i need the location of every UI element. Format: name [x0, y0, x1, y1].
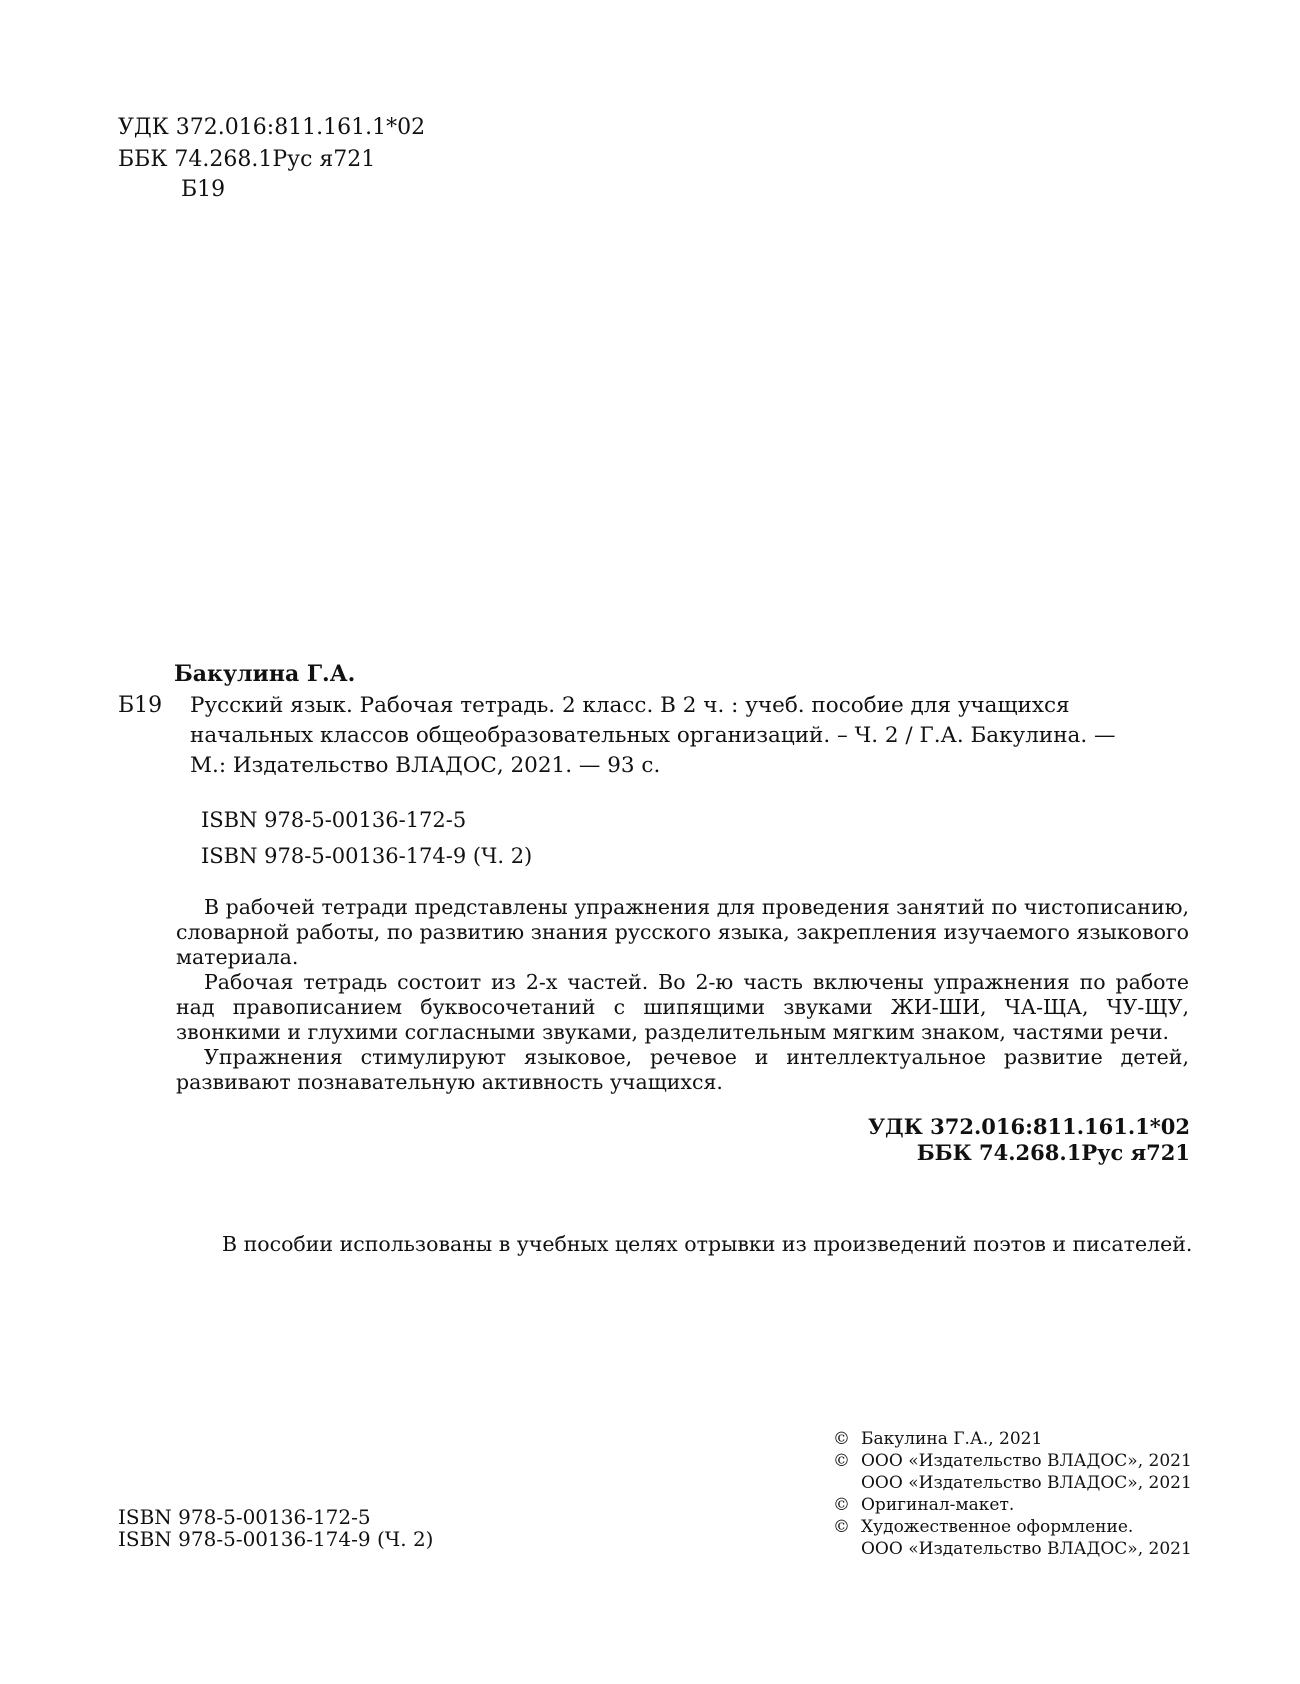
annotation — [176, 895, 1189, 1095]
copyright-row — [833, 1472, 1192, 1494]
card-isbn-2: ISBN 978-5-00136-174-9 (Ч. 2) — [201, 844, 533, 868]
annotation-paragraph-1: В рабочей тетради представлены упражнения для проведения занятий по чистописанию, словарной работы, по развитию знания русского языка, закрепления изучаемого языкового материала. — [176, 895, 1189, 969]
card-isbn-1: ISBN 978-5-00136-172-5 — [201, 808, 467, 832]
usage-note: В пособии использованы в учебных целях отрывки из произведений поэтов и писателей. — [222, 1232, 1193, 1256]
copyright-icon: © — [833, 1429, 850, 1449]
copyright-row — [833, 1428, 1192, 1450]
copyright-text: Бакулина Г.А., 2021 — [861, 1429, 1043, 1449]
copyright-row — [833, 1494, 1192, 1516]
card-line-3: М.: Издательство ВЛАДОС, 2021. — 93 с. — [190, 753, 661, 778]
copyright-text: ООО «Издательство ВЛАДОС», 2021 — [861, 1539, 1192, 1559]
copyright-block — [833, 1428, 1192, 1560]
copyright-row — [833, 1450, 1192, 1472]
card-author-mark: Б19 — [118, 693, 163, 718]
copyright-row — [833, 1516, 1192, 1538]
card-line-2: начальных классов общеобразовательных организаций. – Ч. 2 / Г.А. Бакулина. — — [190, 723, 1116, 748]
copyright-icon: © — [833, 1517, 850, 1537]
card-author: Бакулина Г.А. — [174, 661, 356, 687]
author-mark-top: Б19 — [181, 177, 226, 202]
bbk-code-top: ББК 74.268.1Рус я721 — [118, 147, 376, 172]
copyright-text: ООО «Издательство ВЛАДОС», 2021 — [861, 1451, 1192, 1471]
bottom-isbn-1: ISBN 978-5-00136-172-5 — [118, 1505, 371, 1529]
copyright-icon: © — [833, 1451, 850, 1471]
annotation-paragraph-2: Рабочая тетрадь состоит из 2-х частей. Во 2-ю часть включены упражнения по работе над правописанием буквосочетаний с шипящими звуками ЖИ-ШИ, ЧА-ЩА, ЧУ-ЩУ, звонкими и глухими согласными звуками, разделительным мягким знаком, частями речи. — [176, 970, 1189, 1044]
bottom-isbn-2: ISBN 978-5-00136-174-9 (Ч. 2) — [118, 1527, 434, 1551]
copyright-row — [833, 1538, 1192, 1560]
copyright-text: Оригинал-макет. — [861, 1495, 1015, 1515]
card-line-1: Русский язык. Рабочая тетрадь. 2 класс. В 2 ч. : учеб. пособие для учащихся — [190, 693, 1070, 718]
bbk-code-right: ББК 74.268.1Рус я721 — [916, 1140, 1190, 1165]
udk-code-right: УДК 372.016:811.161.1*02 — [868, 1114, 1190, 1139]
udk-code-top: УДК 372.016:811.161.1*02 — [118, 115, 426, 140]
annotation-paragraph-3: Упражнения стимулируют языковое, речевое и интеллектуальное развитие детей, развивают познавательную активность учащихся. — [176, 1045, 1189, 1094]
classification-right — [868, 1114, 1190, 1166]
copyright-text: Художественное оформление. — [861, 1517, 1134, 1537]
copyright-icon: © — [833, 1495, 850, 1515]
copyright-text: ООО «Издательство ВЛАДОС», 2021 — [861, 1473, 1192, 1493]
